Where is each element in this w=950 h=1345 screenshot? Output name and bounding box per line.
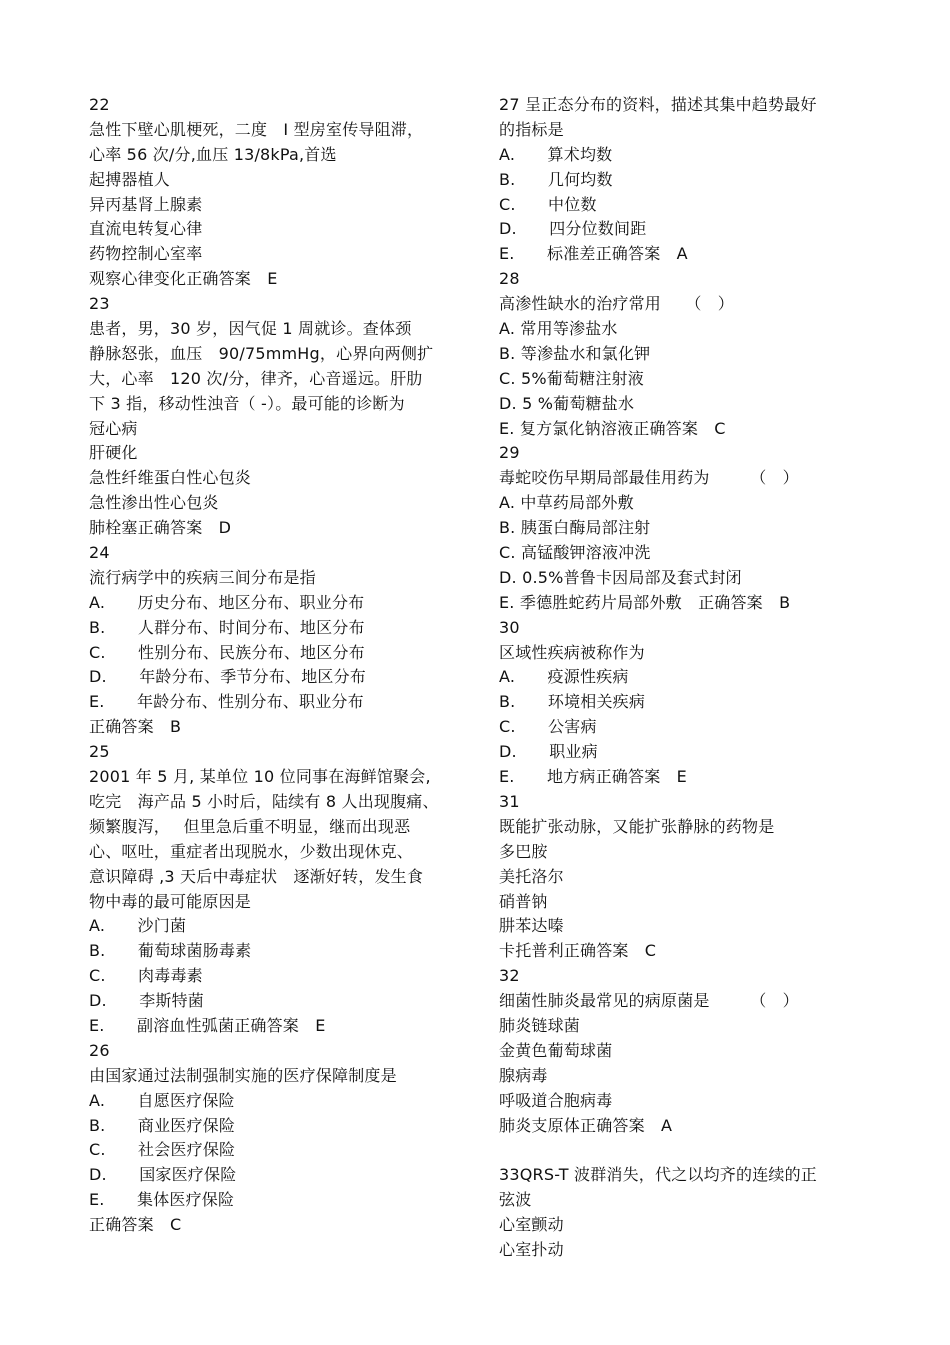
question-text-line: 肝硬化: [89, 443, 138, 463]
answer-line: 正确答案 B: [89, 717, 182, 737]
question-number: 26: [89, 1040, 110, 1060]
question-number: 24: [89, 543, 110, 563]
question-number: 29: [499, 443, 520, 463]
question-text-line: 流行病学中的疾病三间分布是指: [89, 567, 316, 587]
question-text-line: 吃完 海产品 5 小时后，陆续有 8 人出现腹痛、: [89, 791, 439, 811]
question-text-line: 冠心病: [89, 418, 138, 438]
question-block: [499, 93, 869, 267]
answer-option: A. 常用等渗盐水: [499, 319, 618, 339]
question-text-line: 美托洛尔: [499, 866, 564, 886]
question-number: 28: [499, 269, 520, 289]
answer-option: E. 集体医疗保险: [89, 1190, 235, 1210]
question-text-line: 肼苯达嗪: [499, 916, 564, 936]
question-text-line: 腺病毒: [499, 1065, 548, 1085]
question-text-line: 金黄色葡萄球菌: [499, 1040, 613, 1060]
question-text-line: 区域性疾病被称作为: [499, 642, 645, 662]
question-block: [499, 790, 869, 964]
question-text-line: 患者，男，30 岁，因气促 1 周就诊。查体颈: [89, 319, 412, 339]
question-text-line: 急性纤维蛋白性心包炎: [89, 468, 252, 488]
question-text-line: 心、呕吐，重症者出现脱水，少数出现休克、: [89, 841, 414, 861]
question-block: [499, 616, 869, 790]
question-text-line: 起搏器植人: [89, 169, 171, 189]
question-number: 22: [89, 95, 110, 114]
answer-option: C. 肉毒毒素: [89, 966, 203, 986]
question-text-line: 大，心率 120 次/分，律齐，心音遥远。肝肋: [89, 368, 423, 388]
answer-option: B. 人群分布、时间分布、地区分布: [89, 617, 365, 637]
question-block: [89, 740, 474, 1039]
question-text-line: 急性渗出性心包炎: [89, 493, 219, 513]
question-text-line: 2001 年 5 月, 某单位 10 位同事在海鲜馆聚会,: [89, 767, 431, 787]
answer-option: E. 地方病正确答案 E: [499, 767, 687, 787]
answer-option: A. 历史分布、地区分布、职业分布: [89, 592, 365, 612]
answer-option: A. 自愿医疗保险: [89, 1090, 235, 1110]
answer-option: D. 国家医疗保险: [89, 1165, 237, 1185]
question-block: [89, 292, 474, 541]
answer-option: E. 年龄分布、性别分布、职业分布: [89, 692, 364, 712]
question-number: 32: [499, 966, 520, 986]
question-text-line: 肺炎链球菌: [499, 1015, 581, 1035]
answer-option: E. 季德胜蛇药片局部外敷 正确答案 B: [499, 592, 791, 612]
answer-option: E. 副溶血性弧菌正确答案 E: [89, 1015, 326, 1035]
question-text-line: 33QRS-T 波群消失，代之以均齐的连续的正: [499, 1165, 817, 1185]
answer-option: E. 复方氯化钠溶液正确答案 C: [499, 418, 726, 438]
question-text-line: 下 3 指，移动性浊音（ -）。最可能的诊断为: [89, 393, 405, 413]
question-block: [499, 964, 869, 1138]
question-text-line: 呼吸道合胞病毒: [499, 1090, 613, 1110]
question-text-line: 意识障碍 ,3 天后中毒症状 逐渐好转，发生食: [89, 866, 424, 886]
answer-option: D. 职业病: [499, 742, 598, 762]
answer-option: C. 性别分布、民族分布、地区分布: [89, 642, 365, 662]
answer-line: 观察心律变化正确答案 E: [89, 269, 278, 289]
question-text-line: 物中毒的最可能原因是: [89, 891, 252, 911]
question-block: [499, 267, 869, 441]
question-text-line: 频繁腹泻， 但里急后重不明显，继而出现恶: [89, 816, 411, 836]
question-block: [89, 1039, 474, 1238]
question-number: 31: [499, 791, 520, 811]
answer-line: 卡托普利正确答案 C: [499, 941, 657, 961]
answer-line: 正确答案 C: [89, 1215, 182, 1235]
answer-option: D. 四分位数间距: [499, 219, 647, 239]
answer-option: B. 胰蛋白酶局部注射: [499, 518, 651, 538]
answer-option: C. 公害病: [499, 717, 597, 737]
question-text-line: 心率 56 次/分,血压 13/8kPa,首选: [89, 144, 337, 164]
question-text-line: 毒蛇咬伤早期局部最佳用药为 （ ）: [499, 468, 799, 488]
question-text-line: 急性下壁心肌梗死，二度 I 型房室传导阻滞，: [89, 119, 424, 139]
question-block: [499, 1138, 869, 1262]
answer-option: D. 年龄分布、季节分布、地区分布: [89, 667, 367, 687]
question-text-line: 细菌性肺炎最常见的病原菌是 （ ）: [499, 991, 799, 1011]
answer-option: A. 算术均数: [499, 144, 613, 164]
question-block: [89, 93, 474, 292]
answer-option: D. 李斯特菌: [89, 991, 205, 1011]
question-text-line: 由国家通过法制强制实施的医疗保障制度是: [89, 1065, 397, 1085]
question-text-line: 心室扑动: [499, 1239, 564, 1259]
question-text-line: 异丙基肾上腺素: [89, 194, 203, 214]
question-text-line: 多巴胺: [499, 841, 548, 861]
answer-option: E. 标准差正确答案 A: [499, 244, 688, 264]
answer-line: 肺炎支原体正确答案 A: [499, 1115, 673, 1135]
answer-option: A. 疫源性疾病: [499, 667, 629, 687]
question-text-line: 药物控制心室率: [89, 244, 203, 264]
answer-option: B. 商业医疗保险: [89, 1115, 236, 1135]
question-number: 30: [499, 617, 520, 637]
answer-option: D. 5 %葡萄糖盐水: [499, 393, 635, 413]
answer-option: B. 环境相关疾病: [499, 692, 646, 712]
question-number: 25: [89, 742, 110, 762]
blank-line: [499, 1138, 869, 1163]
answer-option: A. 沙门菌: [89, 916, 187, 936]
question-text-line: 27 呈正态分布的资料，描述其集中趋势最好: [499, 95, 817, 114]
answer-option: A. 中草药局部外敷: [499, 493, 634, 513]
answer-option: C. 高锰酸钾溶液冲洗: [499, 543, 651, 563]
answer-option: B. 等渗盐水和氯化钾: [499, 343, 651, 363]
answer-option: C. 社会医疗保险: [89, 1140, 236, 1160]
question-text-line: 心室颤动: [499, 1215, 564, 1235]
question-text-line: 既能扩张动脉，又能扩张静脉的药物是: [499, 816, 775, 836]
question-text-line: 的指标是: [499, 119, 564, 139]
question-number: 23: [89, 294, 110, 314]
right-column: [499, 93, 869, 1263]
question-block: [89, 541, 474, 740]
question-text-line: 直流电转复心律: [89, 219, 203, 239]
question-text-line: 静脉怒张，血压 90/75mmHg，心界向两侧扩: [89, 343, 434, 363]
answer-option: D. 0.5%普鲁卡因局部及套式封闭: [499, 567, 742, 587]
answer-option: C. 中位数: [499, 194, 597, 214]
question-text-line: 高渗性缺水的治疗常用 （ ）: [499, 294, 735, 314]
question-block: [499, 441, 869, 615]
question-text-line: 硝普钠: [499, 891, 548, 911]
question-text-line: 弦波: [499, 1190, 532, 1210]
left-column: [89, 93, 474, 1238]
answer-option: B. 葡萄球菌肠毒素: [89, 941, 252, 961]
answer-option: C. 5%葡萄糖注射液: [499, 368, 644, 388]
answer-line: 肺栓塞正确答案 D: [89, 518, 232, 538]
answer-option: B. 几何均数: [499, 169, 613, 189]
